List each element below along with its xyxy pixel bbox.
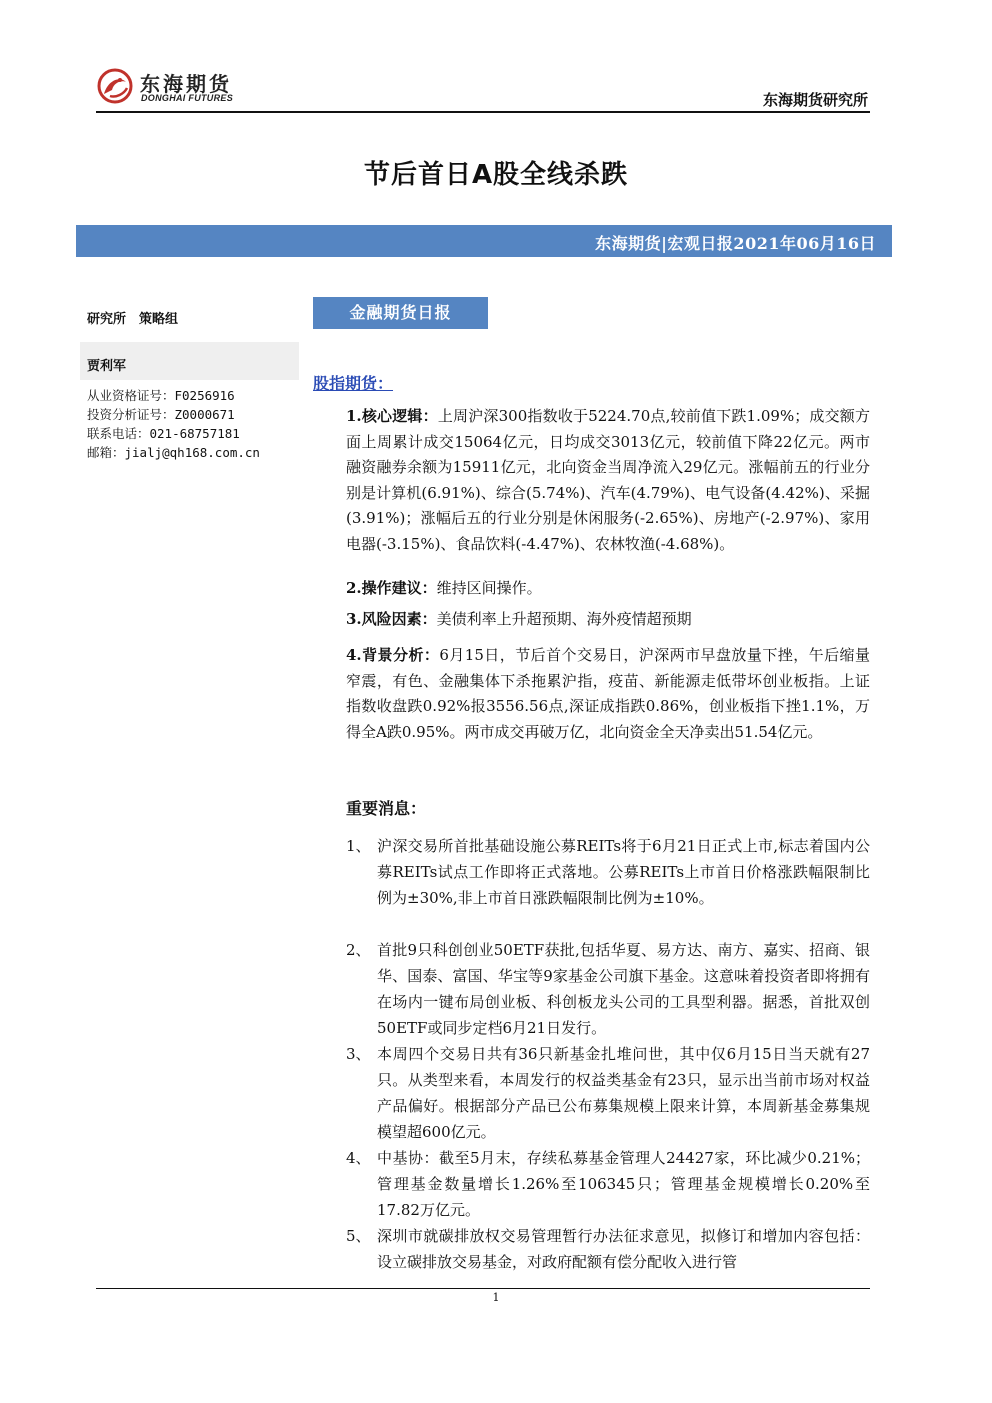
news-text: 沪深交易所首批基础设施公募REITs将于6月21日正式上市,标志着国内公募REITs试点工作即将正式落地。公募REITs上市首日价格涨跌幅限制比例为±30%,非上市首日涨跌幅限制比例为±10%。: [377, 837, 870, 907]
logo-text-cn: 东海期货: [140, 72, 232, 96]
news-section-title: 重要消息：: [346, 799, 427, 818]
report-category-tag: 金融期货日报: [313, 297, 488, 329]
sidebar-department: 研究所 策略组: [87, 312, 179, 327]
news-text: 中基协：截至5月末，存续私募基金管理人24427家，环比减少0.21%；管理基金数量增长1.26%至106345只；管理基金规模增长0.20%至17.82万亿元。: [377, 1149, 870, 1219]
footer-divider: [96, 1288, 870, 1289]
page-number: 1: [492, 1291, 500, 1304]
header-org-name: 东海期货研究所: [762, 91, 868, 109]
news-number: 5、: [346, 1227, 371, 1245]
email-address: 邮箱：jialj@qh168.com.cn: [87, 445, 260, 460]
investment-analysis-number: 投资分析证号：Z0000671: [87, 407, 235, 422]
news-item: [346, 1145, 870, 1223]
point-text: 上周沪深300指数收于5224.70点,较前值下跌1.09%；成交额方面上周累计成交15064亿元，日均成交3013亿元，较前值下降22亿元。两市融资融券余额为15911亿元，北向资金当周净流入29亿元。涨幅前五的行业分别是计算机(6.91%)、综合(5.74%)、汽车(4.79%)、电气设备(4.42%)、采掘(3.91%)；涨幅后五的行业分别是休闲服务(-2.65%)、房地产(-2.97%)、家用电器(-3.15%)、食品饮料(-4.47%)、农林牧渔(-4.68%)。: [346, 407, 870, 553]
point-label: 4.背景分析：: [346, 646, 440, 664]
news-text: 首批9只科创创业50ETF获批,包括华夏、易方达、南方、嘉实、招商、银华、国泰、富国、华宝等9家基金公司旗下基金。这意味着投资者即将拥有在场内一键布局创业板、科创板龙头公司的工具型利器。据悉，首批双创50ETF或同步定档6月21日发行。: [377, 941, 870, 1037]
phone-number: 联系电话：021-68757181: [87, 426, 240, 441]
news-text: 本周四个交易日共有36只新基金扎堆问世，其中仅6月15日当天就有27只。从类型来看，本周发行的权益类基金有23只，显示出当前市场对权益产品偏好。根据部分产品已公布募集规模上限来计算，本周新基金募集规模望超600亿元。: [377, 1045, 870, 1141]
news-number: 1、: [346, 837, 371, 855]
analyst-contact-info: [87, 386, 260, 462]
point-background-analysis: [346, 643, 870, 745]
point-operation-advice: [346, 576, 870, 602]
news-number: 2、: [346, 941, 371, 959]
news-item: [346, 833, 870, 911]
section-title-index-futures: 股指期货：: [313, 374, 394, 393]
logo-text-en: DONGHAI FUTURES: [141, 93, 233, 103]
news-item: [346, 1223, 870, 1275]
news-number: 4、: [346, 1149, 371, 1167]
point-text: 美债利率上升超预期、海外疫情超预期: [436, 610, 692, 628]
point-core-logic: [346, 404, 870, 557]
point-label: 1.核心逻辑：: [346, 407, 438, 425]
analyst-name-box: [80, 342, 299, 380]
point-text: 6月15日，节后首个交易日，沪深两市早盘放量下挫，午后缩量窄震，有色、金融集体下杀拖累沪指，疫苗、新能源走低带坏创业板指。上证指数收盘跌0.92%报3556.56点,深证成指跌0.86%，创业板指下挫1.1%，万得全A跌0.95%。两市成交再破万亿，北向资金全天净卖出51.54亿元。: [346, 646, 870, 741]
news-item: [346, 1041, 870, 1145]
report-title: 节后首日A股全线杀跌: [363, 160, 629, 190]
news-number: 3、: [346, 1045, 371, 1063]
company-logo: [96, 66, 236, 108]
analyst-name: 贾利军: [87, 359, 127, 374]
news-text: 深圳市就碳排放权交易管理暂行办法征求意见，拟修订和增加内容包括：设立碳排放交易基金，对政府配额有偿分配收入进行管: [377, 1227, 870, 1271]
header-divider: [96, 111, 870, 113]
point-label: 2.操作建议：: [346, 579, 437, 597]
dragon-logo-icon: [96, 66, 134, 106]
point-risk-factors: [346, 607, 870, 633]
point-label: 3.风险因素：: [346, 610, 437, 628]
report-banner: [76, 225, 892, 257]
qualification-number: 从业资格证号：F0256916: [87, 388, 235, 403]
news-item: [346, 937, 870, 1041]
banner-text: 东海期货|宏观日报2021年06月16日: [595, 234, 876, 253]
point-text: 维持区间操作。: [436, 579, 542, 597]
